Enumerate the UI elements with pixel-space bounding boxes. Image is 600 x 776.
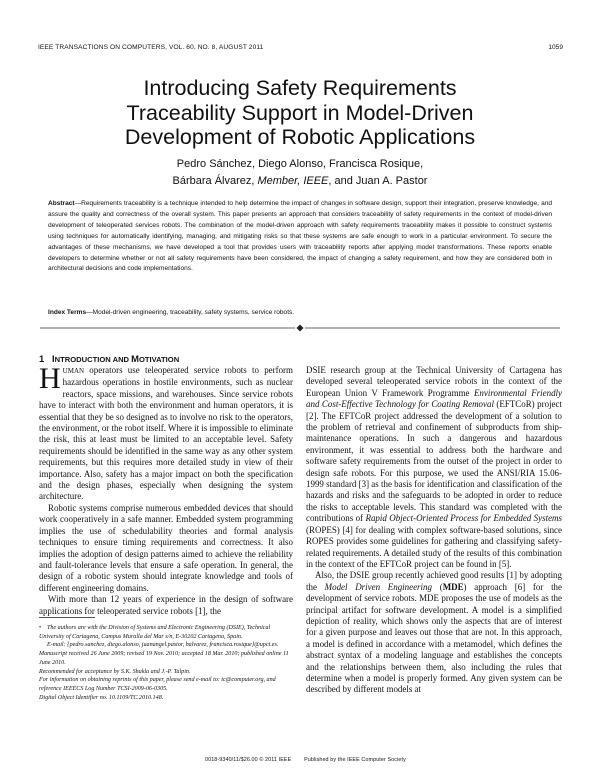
right-column xyxy=(306,365,562,696)
footnotes xyxy=(39,624,293,702)
footnote-affiliation: • The authors are with the Division of Systems and Electronic Engineering (DSIE), Technical University of Cartagena, Campus Muralla del Mar s/n, E-30202 Cartagena, Spain. xyxy=(39,625,271,640)
footnote-received: Manuscript received 26 June 2009; revised 19 Nov. 2010; accepted 18 Mar. 2010; published online 11 June 2010. xyxy=(39,651,289,666)
abstract xyxy=(48,199,552,275)
diamond-ornament-icon xyxy=(297,325,304,332)
authors-line-1: Pedro Sánchez, Diego Alonso, Francisca Rosique, xyxy=(176,158,424,170)
paragraph: With more than 12 years of experience in the design of software applications for teleoperated service robots [1], the xyxy=(39,594,293,616)
paragraph: HUMAN operators use teleoperated service robots to perform hazardous operations in hostile environments, such as nuclear reactors, space missions, and warehouses. Since service robots have to interact with both the environment and human operators, it is essential that they be so designed as to involve no risk to the operators, the environment, or the robot itself. Where it is impossible to eliminate the risk, this at least must be limited to an acceptable level. Safety requirements should be identified in the same way as any other system requirements, but this requires more detailed study in view of their importance. Also, safety has a major impact on both the specification and the design phases, especially when designing the system architecture. xyxy=(39,362,293,502)
left-column xyxy=(39,362,293,617)
paragraph: Robotic systems comprise numerous embedded devices that should work cooperatively in a safe manner. Embedded system programming implies the use of schedulability theories and formal analysis techniques to ensure timing requirements and correctness. It also implies the adoption of design patterns aimed to achieve the reliability and fault-tolerance levels that ensure a safe operation. In general, the design of a robotic system should integrate knowledge and tools of different engineering domains. xyxy=(39,502,293,593)
footnote-recommended: Recommended for acceptance by S.K. Shukla and J.-P. Talpin. xyxy=(39,668,191,675)
index-terms xyxy=(48,309,552,316)
index-terms-label: Index Terms xyxy=(48,309,87,316)
author-list xyxy=(40,156,560,190)
section-number: 1 xyxy=(39,353,45,364)
authors-line-2 xyxy=(40,173,560,190)
abstract-text: —Requirements traceability is a technique intended to help determine the impact of changes in software design, support their integration, preserve knowledge, and assure the quality and correctness of the overall system. This paper presents an approach that considers traceability of safety requirements in the context of model-driven development of teleoperated services robots. The combination of the model-driven approach with safety requirements traceability makes it possible to construct systems using techniques for automatically identifying, managing, and mitigating risks so that these systems are safe enough to work in a particular environment. To secure the advantages of these mechanisms, we have developed a tool that provides users with traceability reports after applying model transformations. These reports enable developers to determine whether or not all safety requirements have been considered, the impact of changing a safety requirement, and how they are considered both in architectural decisions and code implementations. xyxy=(48,200,552,273)
page-number: 1059 xyxy=(548,44,563,51)
index-terms-text: —Model-driven engineering, traceability, safety systems, service robots. xyxy=(86,309,295,316)
footnote-reprints: For information on obtaining reprints of this paper, please send e-mail to: tc@computer.org, and reference IEEECS Log Number TCSI-2009-06-0305. xyxy=(39,677,276,692)
bullet-icon: • xyxy=(39,625,42,631)
copyright-line: 0018-9340/11/$26.00 © 2011 IEEE Published by the IEEE Computer Society xyxy=(205,757,406,763)
title-line-2: Traceability Support in Model-Driven xyxy=(126,100,474,125)
footnote-emails: E-mail: {pedro.sanchez, diego.alonso, juanangel.pastor, balvarez, francisca.rosique}@upct.es. xyxy=(47,642,279,649)
title-line-3: Development of Robotic Applications xyxy=(124,125,476,149)
drop-cap: H xyxy=(39,362,61,395)
section-separator xyxy=(40,324,560,332)
authors-last: , and Juan A. Pastor xyxy=(328,175,428,187)
title-line-1: Introducing Safety Requirements xyxy=(143,76,457,100)
footnote-rule xyxy=(39,617,95,618)
author-membership: Member, IEEE xyxy=(257,175,329,187)
footnote-doi: Digital Object Identifier no. 10.1109/TC.2010.148. xyxy=(39,694,164,701)
authors-names: Bárbara Álvarez, xyxy=(172,175,258,187)
paper-title xyxy=(40,76,560,150)
paragraph: Also, the DSIE group recently achieved good results [1] by adopting the Model Driven Engineering (MDE) approach [6] for the development of service robots. MDE proposes the use of models as the principal artifact for software development. A model is a simplified depiction of reality, which shows only the aspects that are of interest for a given purpose and leaves out those that are not. In this approach, a model is defined in accordance with a metamodel, which defines the abstract syntax of a modeling language and establishes the concepts and the relationships between them, also including the rules that determine when a model is properly formed. Any given system can be described by different models at xyxy=(306,570,562,695)
abstract-label: Abstract xyxy=(48,200,75,207)
section-heading: 1 INTRODUCTION AND MOTIVATION xyxy=(39,353,180,364)
paragraph: DSIE research group at the Technical University of Cartagena has developed several teleoperated service robots in the context of the European Union V Framework Programme Environmental Friendly and Cost-Effective Technology for Coating Removal (EFTCoR) project [2]. The EFTCoR project addressed the development of a solution to the problem of retrieval and confinement of subproducts from ship-maintenance operations. In such a dangerous and hazardous environment, it was essential to address both the hardware and software safety requirements from the outset of the project in order to design safe robots. For this purpose, we used the ANSI/RIA 15.06-1999 standard [3] as the basis for identification and classification of the hazards and risks and the safeguards to be adopted in order to reduce the risks to acceptable levels. This standard was completed with the contributions of Rapid Object-Oriented Process for Embedded Systems (ROPES) [4] for dealing with complex software-based solutions, since ROPES provides some guidelines for gathering and classifying safety-related requirements. A detailed study of the results of this combination in the context of the EFTCoR project can be found in [5]. xyxy=(306,365,562,569)
running-head: IEEE TRANSACTIONS ON COMPUTERS, VOL. 60, NO. 8, AUGUST 2011 xyxy=(38,44,264,51)
